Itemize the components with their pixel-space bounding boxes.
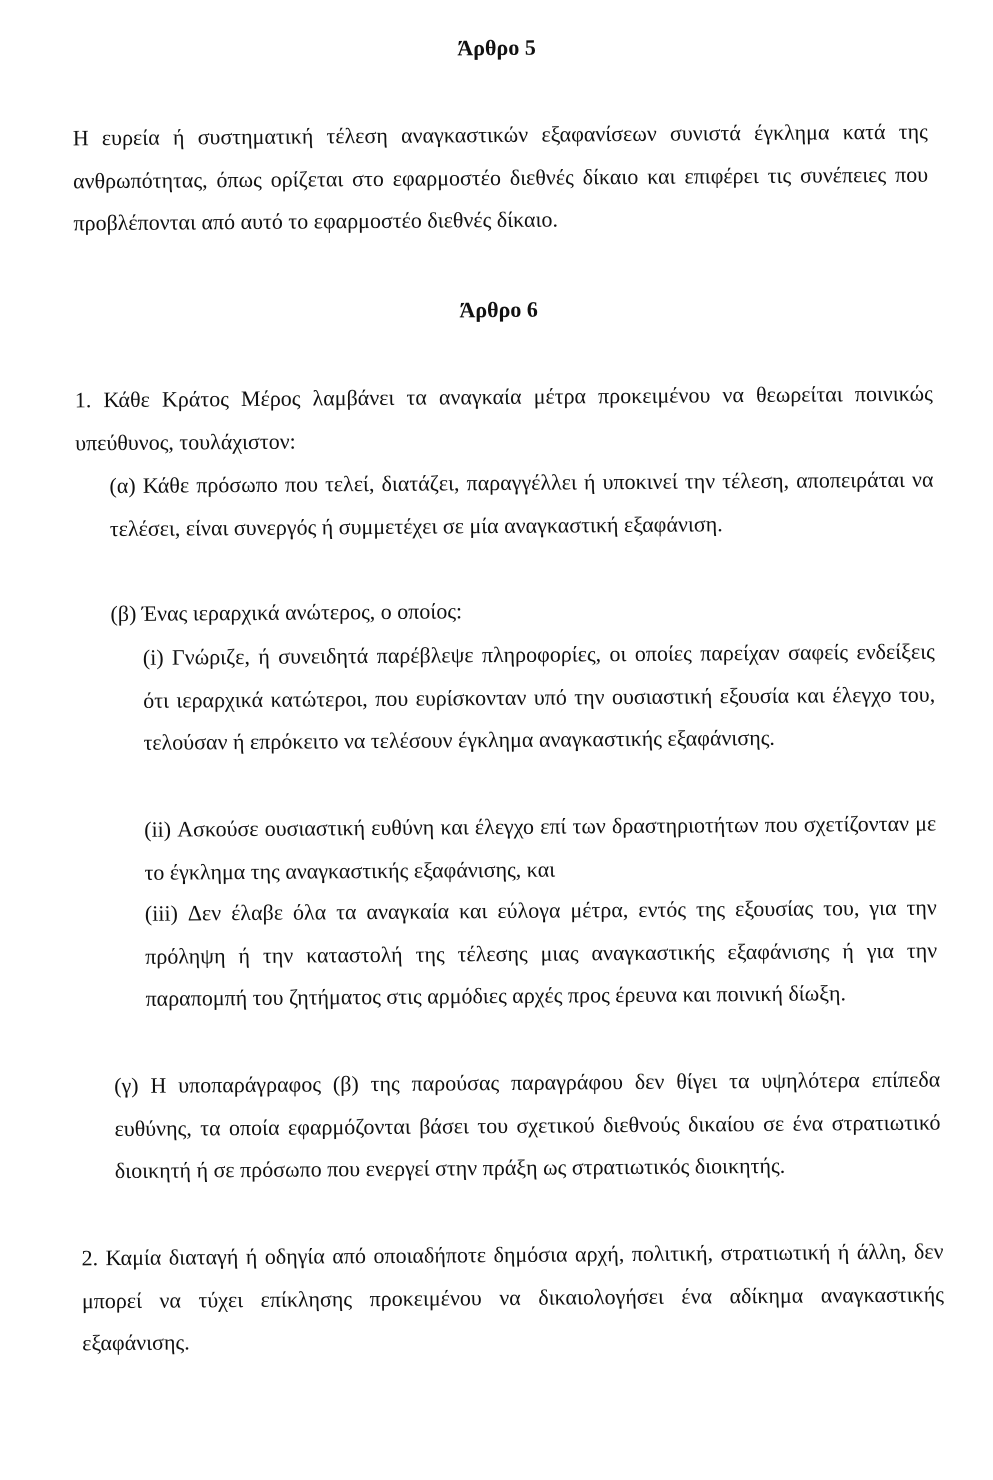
article-6-item-c: (γ) Η υποπαράγραφος (β) της παρούσας παραγράφου δεν θίγει τα υψηλότερα επίπεδα ευθύνης, τα οποία εφαρμόζονται βάσει του σχετικού διεθνούς δικαίου σε ένα στρατιωτικό διοικητή ή σε πρόσωπο που ενεργεί στην πράξη ως στρατιωτικός διοικητής. <box>114 1066 941 1184</box>
article-6-item-b-i: (i) Γνώριζε, ή συνειδητά παρέβλεψε πληροφορίες, οι οποίες παρείχαν σαφείς ενδείξεις ότι ιεραρχικά κατώτεροι, που ευρίσκονταν υπό την ουσιαστική εξουσία και έλεγχο του, τελούσαν ή επρόκειτο να τελέσουν έγκλημα αναγκαστικής εξαφάνισης. <box>142 638 936 755</box>
article-5-heading: Άρθρο 5 <box>457 34 536 61</box>
article-6-paragraph-2: 2. Καμία διαταγή ή οδηγία από οποιαδήποτε δημόσια αρχή, πολιτική, στρατιωτική ή άλλη, δεν μπορεί να τύχει επίκλησης προκειμένου να δικαιολογήσει ένα αδίκημα αναγκαστικής εξαφάνισης. <box>81 1238 944 1356</box>
article-6-heading: Άρθρο 6 <box>459 296 538 323</box>
article-5-text: Η ευρεία ή συστηματική τέλεση αναγκαστικών εξαφανίσεων συνιστά έγκλημα κατά της ανθρωπότητας, όπως ορίζεται στο εφαρμοστέο διεθνές δίκαιο και επιφέρει τις συνέπειες που προβλέπονται από αυτό το εφαρμοστέο διεθνές δίκαιο. <box>72 118 929 236</box>
article-6-item-b-ii: (ii) Ασκούσε ουσιαστική ευθύνη και έλεγχο επί των δραστηριοτήτων που σχετίζονταν με το έγκλημα της αναγκαστικής εξαφάνισης, και <box>144 810 937 885</box>
article-6-item-a: (α) Κάθε πρόσωπο που τελεί, διατάζει, παραγγέλλει ή υποκινεί την τέλεση, αποπειράται να τελέσει, είναι συνεργός ή συμμετέχει σε μία αναγκαστική εξαφάνιση. <box>109 466 934 541</box>
article-6-item-b-iii: (iii) Δεν έλαβε όλα τα αναγκαία και εύλογα μέτρα, εντός της εξουσίας του, για την πρόληψη ή την καταστολή της τέλεσης μιας αναγκαστικής εξαφάνισης ή για την παραπομπή του ζητήματος στις αρμόδιες αρχές προς έρευνα και ποινική δίωξη. <box>144 894 938 1011</box>
article-6-item-b: (β) Ένας ιεραρχικά ανώτερος, ο οποίος: <box>110 598 463 627</box>
article-6-paragraph-1-intro: 1. Κάθε Κράτος Μέρος λαμβάνει τα αναγκαία μέτρα προκειμένου να θεωρείται ποινικώς υπεύθυνος, τουλάχιστον: <box>74 380 933 455</box>
